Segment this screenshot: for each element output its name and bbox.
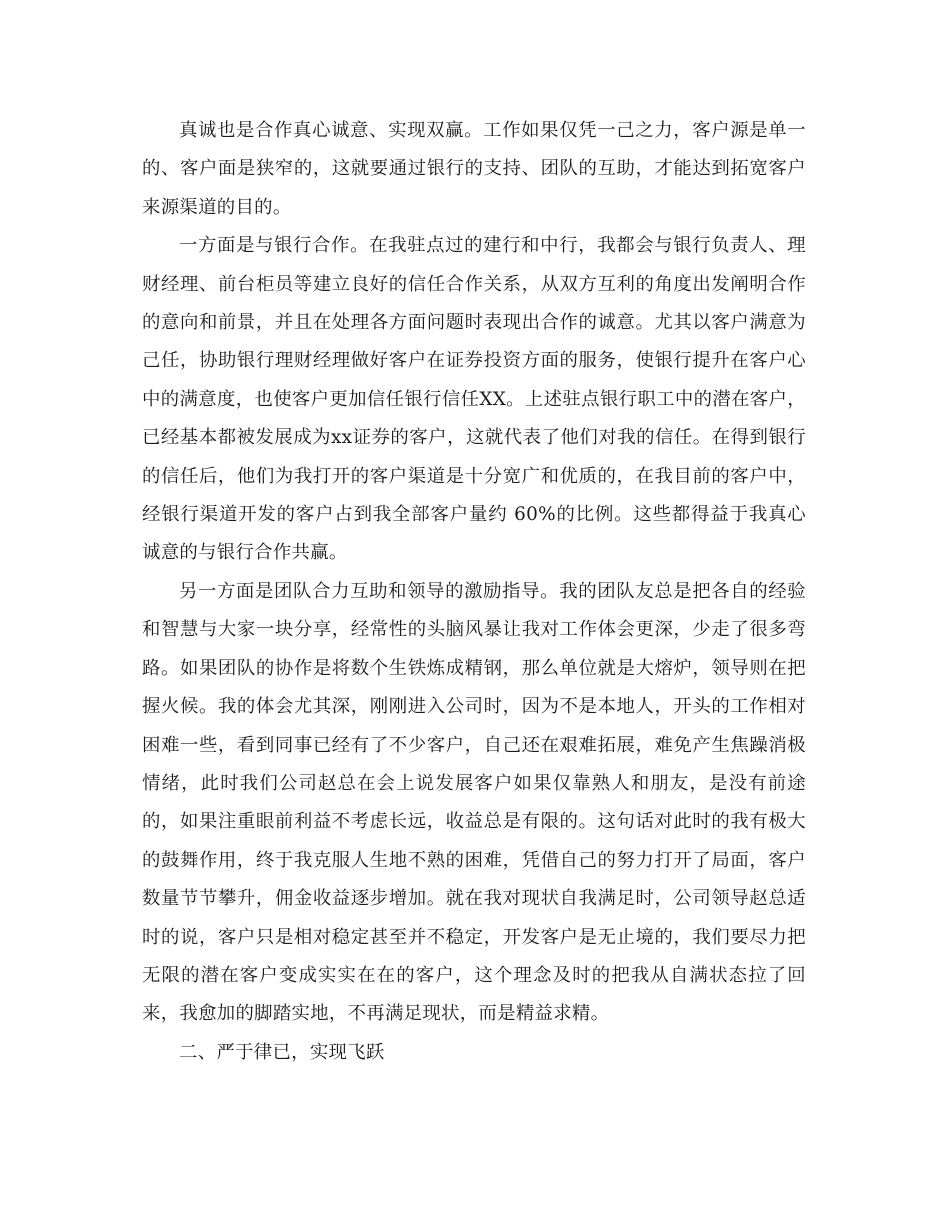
document-body (142, 112, 806, 1072)
section-heading: 二、严于律已，实现飞跃 (179, 1041, 385, 1063)
paragraph-bank-cooperation: 一方面是与银行合作。在我驻点过的建行和中行，我都会与银行负责人、理财经理、前台柜员等建立良好的信任合作关系，从双方互利的角度出发阐明合作的意向和前景，并且在处理各方面问题时表现出合作的诚意。尤其以客户满意为己任，协助银行理财经理做好客户在证券投资方面的服务，使银行提升在客户心中的满意度，也使客户更加信任银行信任XX。上述驻点银行职工中的潜在客户，已经基本都被发展成为xx证券的客户，这就代表了他们对我的信任。在得到银行的信任后，他们为我打开的客户渠道是十分宽广和优质的，在我目前的客户中，经银行渠道开发的客户占到我全部客户量约 60%的比例。这些都得益于我真心诚意的与银行合作共赢。 (142, 235, 806, 564)
paragraph-cooperation-intro: 真诚也是合作真心诚意、实现双赢。工作如果仅凭一己之力，客户源是单一的、客户面是狭窄的，这就要通过银行的支持、团队的互助，才能达到拓宽客户来源渠道的目的。 (142, 120, 806, 218)
paragraph-team-guidance: 另一方面是团队合力互助和领导的激励指导。我的团队友总是把各自的经验和智慧与大家一块分享，经常性的头脑风暴让我对工作体会更深，少走了很多弯路。如果团队的协作是将数个生铁炼成精钢，那么单位就是大熔炉，领导则在把握火候。我的体会尤其深，刚刚进入公司时，因为不是本地人，开头的工作相对困难一些，看到同事已经有了不少客户，自己还在艰难拓展，难免产生焦躁消极情绪，此时我们公司赵总在会上说发展客户如果仅靠熟人和朋友，是没有前途的，如果注重眼前利益不考虑长远，收益总是有限的。这句话对此时的我有极大的鼓舞作用，终于我克服人生地不熟的困难，凭借自己的努力打开了局面，客户数量节节攀升，佣金收益逐步增加。就在我对现状自我满足时，公司领导赵总适时的说，客户只是相对稳定甚至并不稳定，开发客户是无止境的，我们要尽力把无限的潜在客户变成实实在在的客户，这个理念及时的把我从自满状态拉了回来，我愈加的脚踏实地，不再满足现状，而是精益求精。 (142, 580, 806, 1025)
